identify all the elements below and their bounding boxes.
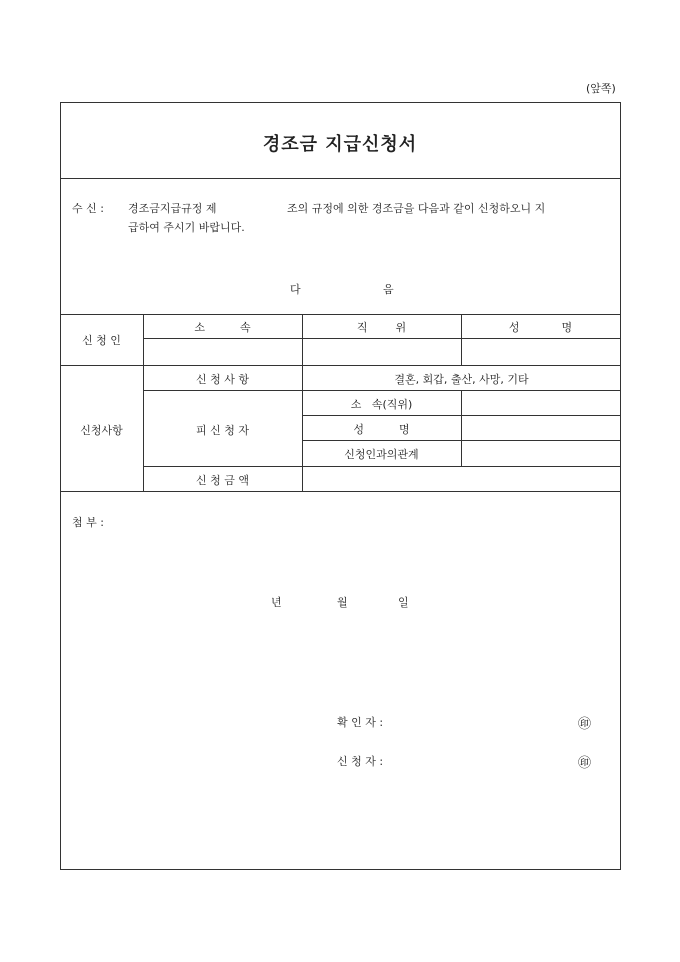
beneficiary-relation-field[interactable] <box>462 441 619 465</box>
recipient-text-1b: 조의 규정에 의한 경조금을 다음과 같이 신청하오니 지 <box>287 202 546 215</box>
request-label: 신청사항 <box>80 424 123 437</box>
divider-notice <box>60 314 621 315</box>
applicant-position-field[interactable] <box>303 339 460 364</box>
applicant-sign-label: 신 청 자 : <box>337 755 384 768</box>
recipient-label: 수 신 : <box>72 202 104 215</box>
form-title: 경조금 지급신청서 <box>262 134 418 155</box>
recipient-text-1a: 경조금지급규정 제 <box>128 202 217 215</box>
confirmer-seal-icon: ㊞ <box>578 717 592 732</box>
beneficiary-name-label: 성 명 <box>353 423 410 436</box>
beneficiary-name-field[interactable] <box>462 416 619 439</box>
divider-applicant-top <box>60 365 621 366</box>
applicant-seal-icon: ㊞ <box>578 756 592 771</box>
applicant-name-header: 성 명 <box>508 321 573 334</box>
applicant-dept-field[interactable] <box>144 339 301 364</box>
applicant-label: 신 청 인 <box>82 334 121 347</box>
attachment-label: 첨 부 : <box>72 516 104 529</box>
confirmer-label: 확 인 자 : <box>337 716 384 729</box>
beneficiary-dept-field[interactable] <box>462 391 619 414</box>
notice-right: 음 <box>383 283 394 296</box>
amount-field[interactable] <box>303 467 619 490</box>
divider-request-bottom <box>60 491 621 492</box>
page-side-label: (앞쪽) <box>586 82 616 95</box>
applicant-name-field[interactable] <box>462 339 619 364</box>
applicant-position-header: 직 위 <box>356 321 407 334</box>
date-year-label: 년 <box>271 596 282 609</box>
amount-label: 신 청 금 액 <box>196 474 249 487</box>
date-month-label: 월 <box>337 596 348 609</box>
divider-title <box>60 178 621 179</box>
date-day-label: 일 <box>398 596 409 609</box>
recipient-text-2: 급하여 주시기 바랍니다. <box>128 221 245 234</box>
notice-left: 다 <box>290 283 301 296</box>
beneficiary-label: 피 신 청 자 <box>196 424 249 437</box>
request-type-label: 신 청 사 항 <box>196 373 249 386</box>
request-type-options: 결혼, 회갑, 출산, 사망, 기타 <box>394 373 529 386</box>
applicant-dept-header: 소 속 <box>194 321 251 334</box>
beneficiary-relation-label: 신청인과의관계 <box>344 448 419 461</box>
beneficiary-dept-label: 소 속(직위) <box>350 398 413 411</box>
